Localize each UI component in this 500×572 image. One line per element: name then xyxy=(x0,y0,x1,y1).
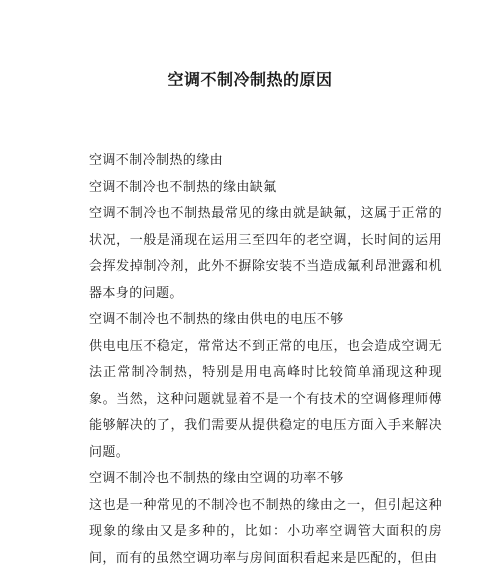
document-body xyxy=(89,148,442,572)
paragraph-refrigerant-body: 空调不制冷也不制热最常见的缘由就是缺氟，这属于正常的状况，一般是涌现在运用三至四年的老空调，长时间的运用会挥发掉制冷剂，此外不摒除安装不当造成氟利昂泄露和机器本身的问题。 xyxy=(89,201,442,307)
paragraph-heading-voltage: 空调不制冷也不制热的缘由供电的电压不够 xyxy=(89,307,442,334)
document-title: 空调不制冷制热的原因 xyxy=(0,67,500,90)
paragraph-heading-refrigerant: 空调不制冷也不制热的缘由缺氟 xyxy=(89,175,442,202)
paragraph-voltage-body: 供电电压不稳定，常常达不到正常的电压，也会造成空调无法正常制冷制热，特别是用电高峰时比较简单涌现这种现象。当然，这种问题就显着不是一个有技术的空调修理师傅能够解决的了，我们需要从提供稳定的电压方面入手来解决问题。 xyxy=(89,334,442,467)
paragraph-heading-power: 空调不制冷也不制热的缘由空调的功率不够 xyxy=(89,466,442,493)
paragraph-power-body: 这也是一种常见的不制冷也不制热的缘由之一，但引起这种现象的缘由又是多种的，比如：小功率空调管大面积的房间，而有的虽然空调功率与房间面积看起来是匹配的，但由 xyxy=(89,493,442,572)
paragraph-heading-main: 空调不制冷制热的缘由 xyxy=(89,148,442,175)
